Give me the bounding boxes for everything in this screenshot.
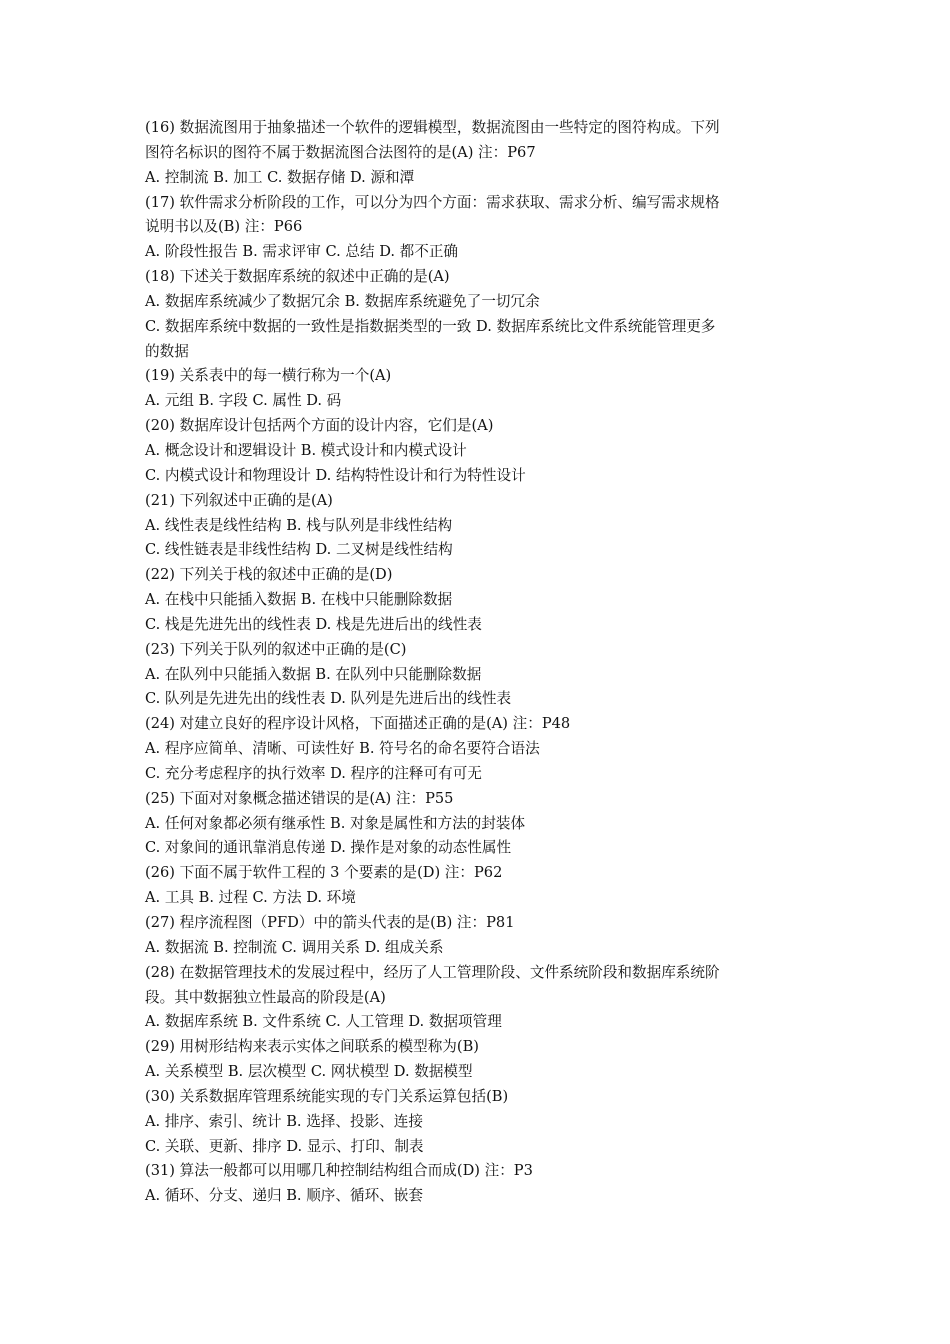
q17-line-2: 说明书以及(B) 注：P66 bbox=[145, 218, 303, 236]
q25-options-cd: C. 对象间的通讯靠消息传递 D. 操作是对象的动态性属性 bbox=[145, 839, 512, 857]
q22-question: (22) 下列关于栈的叙述中正确的是(D) bbox=[145, 566, 393, 584]
q28-line-2: 段。其中数据独立性最高的阶段是(A) bbox=[145, 988, 386, 1006]
q25-options-ab: A. 任何对象都必须有继承性 B. 对象是属性和方法的封装体 bbox=[145, 814, 526, 832]
q24-options-ab: A. 程序应简单、清晰、可读性好 B. 符号名的命名要符合语法 bbox=[145, 740, 540, 758]
q19-question: (19) 关系表中的每一横行称为一个(A) bbox=[145, 367, 392, 385]
q18-options-ab: A. 数据库系统减少了数据冗余 B. 数据库系统避免了一切冗余 bbox=[145, 292, 540, 310]
q24-question: (24) 对建立良好的程序设计风格，下面描述正确的是(A) 注：P48 bbox=[145, 715, 571, 733]
q26-options: A. 工具 B. 过程 C. 方法 D. 环境 bbox=[145, 889, 356, 907]
q23-question: (23) 下列关于队列的叙述中正确的是(C) bbox=[145, 640, 407, 658]
q18-options-cd-wrap: 的数据 bbox=[145, 342, 189, 360]
q17-options: A. 阶段性报告 B. 需求评审 C. 总结 D. 都不正确 bbox=[145, 243, 459, 261]
q30-question: (30) 关系数据库管理系统能实现的专门关系运算包括(B) bbox=[145, 1087, 509, 1105]
q21-options-ab: A. 线性表是线性结构 B. 栈与队列是非线性结构 bbox=[145, 516, 453, 534]
q19-options: A. 元组 B. 字段 C. 属性 D. 码 bbox=[145, 392, 342, 410]
q23-options-cd: C. 队列是先进先出的线性表 D. 队列是先进后出的线性表 bbox=[145, 690, 512, 708]
q26-question: (26) 下面不属于软件工程的 3 个要素的是(D) 注：P62 bbox=[145, 864, 503, 882]
q30-options-ab: A. 排序、索引、统计 B. 选择、投影、连接 bbox=[145, 1112, 423, 1130]
q17-line-1: (17) 软件需求分析阶段的工作，可以分为四个方面：需求获取、需求分析、编写需求规格 bbox=[145, 193, 720, 211]
q20-options-ab: A. 概念设计和逻辑设计 B. 模式设计和内模式设计 bbox=[145, 441, 467, 459]
document-body bbox=[145, 116, 810, 1209]
q21-options-cd: C. 线性链表是非线性结构 D. 二叉树是线性结构 bbox=[145, 541, 453, 559]
q23-options-ab: A. 在队列中只能插入数据 B. 在队列中只能删除数据 bbox=[145, 665, 482, 683]
q29-question: (29) 用树形结构来表示实体之间联系的模型称为(B) bbox=[145, 1038, 479, 1056]
q21-question: (21) 下列叙述中正确的是(A) bbox=[145, 491, 333, 509]
q24-options-cd: C. 充分考虑程序的执行效率 D. 程序的注释可有可无 bbox=[145, 764, 482, 782]
q25-question: (25) 下面对对象概念描述错误的是(A) 注：P55 bbox=[145, 789, 454, 807]
q28-line-1: (28) 在数据管理技术的发展过程中，经历了人工管理阶段、文件系统阶段和数据库系统阶 bbox=[145, 963, 720, 981]
q29-options: A. 关系模型 B. 层次模型 C. 网状模型 D. 数据模型 bbox=[145, 1063, 473, 1081]
q30-options-cd: C. 关联、更新、排序 D. 显示、打印、制表 bbox=[145, 1137, 424, 1155]
q20-question: (20) 数据库设计包括两个方面的设计内容，它们是(A) bbox=[145, 417, 494, 435]
q31-options-ab: A. 循环、分支、递归 B. 顺序、循环、嵌套 bbox=[145, 1187, 423, 1205]
q22-options-ab: A. 在栈中只能插入数据 B. 在栈中只能删除数据 bbox=[145, 591, 453, 609]
q18-question: (18) 下述关于数据库系统的叙述中正确的是(A) bbox=[145, 268, 450, 286]
q22-options-cd: C. 栈是先进先出的线性表 D. 栈是先进后出的线性表 bbox=[145, 615, 482, 633]
q16-line-2: 图符名标识的图符不属于数据流图合法图符的是(A) 注：P67 bbox=[145, 143, 536, 161]
q18-options-cd: C. 数据库系统中数据的一致性是指数据类型的一致 D. 数据库系统比文件系统能管理更多 bbox=[145, 317, 716, 335]
q28-options: A. 数据库系统 B. 文件系统 C. 人工管理 D. 数据项管理 bbox=[145, 1013, 502, 1031]
q20-options-cd: C. 内模式设计和物理设计 D. 结构特性设计和行为特性设计 bbox=[145, 466, 526, 484]
q27-options: A. 数据流 B. 控制流 C. 调用关系 D. 组成关系 bbox=[145, 938, 444, 956]
q31-question: (31) 算法一般都可以用哪几种控制结构组合而成(D) 注：P3 bbox=[145, 1162, 533, 1180]
q27-question: (27) 程序流程图（PFD）中的箭头代表的是(B) 注：P81 bbox=[145, 914, 515, 931]
q16-options: A. 控制流 B. 加工 C. 数据存储 D. 源和潭 bbox=[145, 168, 415, 186]
q16-line-1: (16) 数据流图用于抽象描述一个软件的逻辑模型，数据流图由一些特定的图符构成。下列 bbox=[145, 119, 720, 136]
